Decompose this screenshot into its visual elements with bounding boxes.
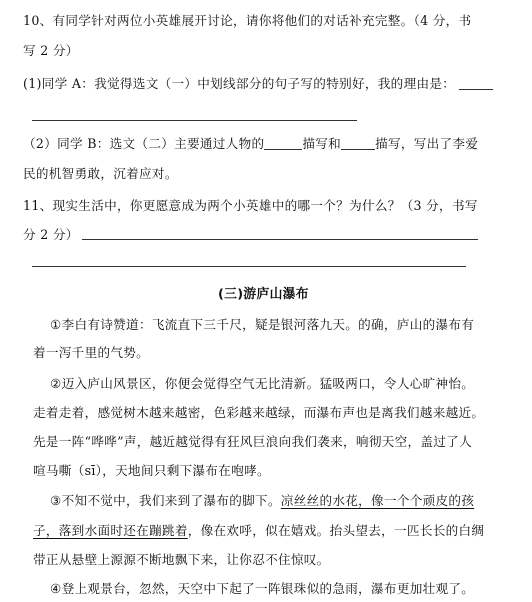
- p2-text1: 迈入庐山风景区，你便会觉得空气无比清新。猛吸两口，令人心旷神怡。: [61, 376, 475, 391]
- q10-a-answer-rule[interactable]: [32, 120, 357, 121]
- p3-line2: [33, 523, 484, 539]
- q10-b-line2: 民的机智勇敢，沉着应对。: [23, 166, 178, 181]
- q11-line2-text: 分 2 分）: [23, 227, 79, 242]
- q11-answer-rule-1[interactable]: [82, 239, 478, 240]
- p4-number: ④: [50, 581, 62, 596]
- q10-b-line: [23, 136, 478, 152]
- p2-line2: 走着走着，感觉树木越来越密，色彩越来越绿，而瀑布声也是离我们越来越近。: [33, 405, 485, 420]
- p2-number: ②: [50, 376, 62, 391]
- p4-line1: [50, 581, 474, 597]
- p1-line2: 着一泻千里的气势。: [33, 345, 150, 360]
- q11-line1: 11、现实生活中，你更愿意成为两个小英雄中的哪一个？为什么？（3 分，书写: [23, 198, 478, 213]
- q10-b-part3: 描写，写出了李爱: [375, 136, 479, 151]
- p2-line4: 喧马嘶（sī），天地间只剩下瀑布在咆哮。: [33, 463, 270, 478]
- q11-line2: [23, 227, 79, 243]
- p4-text1: 登上观景台，忽然，天空中下起了一阵银珠似的急雨，瀑布更加壮观了。: [61, 581, 475, 596]
- q10-b-part2: 描写和: [302, 136, 342, 151]
- p1-number: ①: [50, 317, 62, 332]
- q10-b-blank1[interactable]: [264, 137, 302, 150]
- p3-text2b: ，像在欢呼，似在嬉戏。抬头望去，一匹长长的白绸: [187, 523, 485, 538]
- p1-line1: [50, 317, 474, 333]
- q11-answer-rule-2[interactable]: [32, 266, 466, 267]
- q10-stem-line1: 10、有同学针对两位小英雄展开讨论，请你将他们的对话补充完整。（4 分，书: [23, 13, 472, 28]
- q10-b-blank2[interactable]: [341, 137, 375, 150]
- p3-number: ③: [50, 493, 62, 508]
- p3-underlined-2: 子，落到水面时还在蹦跳着: [33, 523, 188, 538]
- p3-underlined-1: 凉丝丝的水花，像一个个顽皮的孩: [280, 493, 475, 508]
- p3-line1: [50, 493, 474, 509]
- p2-line3: 先是一阵“哗哗”声，越近越觉得有狂风巨浪向我们袭来，响彻天空，盖过了人: [33, 434, 472, 449]
- p3-text1a: 不知不觉中，我们来到了瀑布的脚下。: [61, 493, 281, 508]
- p1-text1: 李白有诗赞道：飞流直下三千尺，疑是银河落九天。的确，庐山的瀑布有: [61, 317, 475, 332]
- q10-a-text: (1)同学 A：我觉得选文（一）中划线部分的句子写的特别好，我的理由是：: [23, 76, 456, 91]
- q10-a-blank[interactable]: [459, 77, 493, 90]
- passage-title: (三)游庐山瀑布: [218, 287, 309, 302]
- q10-a-line: [23, 76, 493, 92]
- p2-line1: [50, 376, 474, 392]
- q10-stem-line2: 写 2 分）: [23, 43, 79, 58]
- q10-b-part1: （2）同学 B：选文（二）主要通过人物的: [23, 136, 265, 151]
- p3-line3: 带正从悬壁上源源不断地飘下来，让你忍不住惊叹。: [33, 552, 330, 567]
